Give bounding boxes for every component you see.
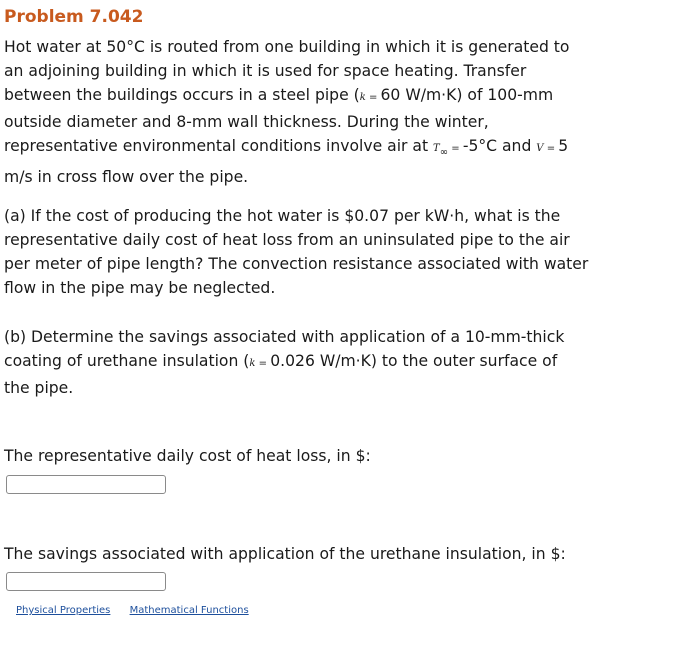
equals-sign: =: [365, 92, 381, 103]
problem-statement: [4, 35, 698, 189]
statement-line: outside diameter and 8-mm wall thickness. During the winter,: [4, 113, 489, 131]
statement-line: representative daily cost of heat loss from an uninsulated pipe to the air: [4, 231, 570, 249]
statement-text: representative environmental conditions involve air at: [4, 137, 434, 155]
problem-title: Problem 7.042: [4, 7, 144, 27]
savings-answer-input[interactable]: [6, 572, 166, 591]
statement-line: per meter of pipe length? The convection resistance associated with water: [4, 255, 589, 273]
infinity-subscript: ∞: [439, 147, 449, 159]
part-a-statement: [4, 204, 698, 300]
temperature-symbol: T: [433, 143, 440, 154]
statement-line: [4, 83, 698, 110]
resource-links: [16, 604, 265, 618]
equals-sign: =: [255, 358, 271, 369]
statement-line: m/s in cross flow over the pipe.: [4, 168, 249, 187]
statement-text: 5: [558, 137, 569, 155]
statement-line: [4, 134, 698, 165]
physical-properties-link[interactable]: Physical Properties: [16, 605, 111, 616]
statement-text: 60 W/m·K) of 100-mm: [380, 86, 554, 104]
statement-text: -5°C and: [462, 137, 537, 155]
statement-line: (b) Determine the savings associated with application of a 10-mm-thick: [4, 328, 565, 346]
statement-line: [4, 349, 698, 376]
statement-line: (a) If the cost of producing the hot water is $0.07 per kW·h, what is the: [4, 207, 561, 225]
equals-sign: =: [448, 143, 463, 154]
statement-line: flow in the pipe may be neglected.: [4, 279, 276, 297]
statement-text: 0.026 W/m·K) to the outer surface of: [270, 352, 558, 370]
mathematical-functions-link[interactable]: Mathematical Functions: [129, 605, 249, 616]
savings-question-label: The savings associated with application of the urethane insulation, in $:: [4, 545, 566, 563]
statement-line: Hot water at 50°C is routed from one building in which it is generated to: [4, 38, 570, 56]
daily-cost-question-label: The representative daily cost of heat loss, in $:: [4, 447, 371, 465]
statement-text: coating of urethane insulation (: [4, 352, 250, 370]
conductivity-symbol: k: [359, 92, 366, 103]
equals-sign: =: [543, 143, 559, 154]
velocity-symbol: V: [536, 143, 544, 154]
statement-line: an adjoining building in which it is used for space heating. Transfer: [4, 62, 527, 80]
statement-text: between the buildings occurs in a steel pipe (: [4, 86, 360, 104]
part-b-statement: [4, 325, 698, 400]
statement-line: the pipe.: [4, 379, 74, 397]
daily-cost-answer-input[interactable]: [6, 475, 166, 494]
conductivity-symbol: k: [249, 358, 256, 369]
